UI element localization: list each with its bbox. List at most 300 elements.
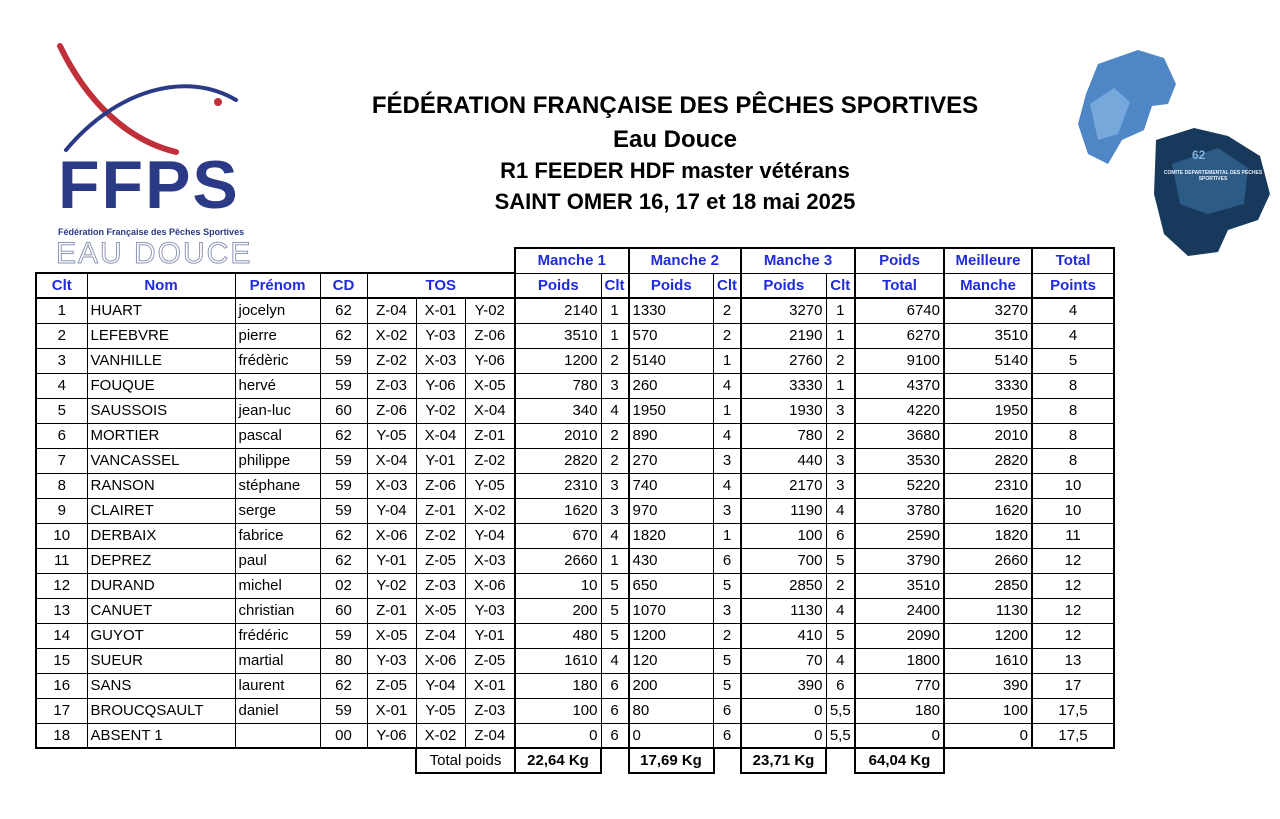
- cell-m3-poids: 3330: [741, 373, 826, 398]
- cell-cd: 62: [320, 523, 367, 548]
- cell-m1-clt: 6: [601, 723, 629, 748]
- cell-clt: 15: [36, 648, 87, 673]
- cell-m2-clt: 4: [714, 473, 742, 498]
- cell-poids-total: 3510: [855, 573, 944, 598]
- cell-m1-poids: 2310: [515, 473, 601, 498]
- cell-m2-clt: 5: [714, 573, 742, 598]
- cell-nom: CANUET: [87, 598, 235, 623]
- cell-clt: 6: [36, 423, 87, 448]
- cell-m2-poids: 1200: [629, 623, 714, 648]
- cell-m3-poids: 390: [741, 673, 826, 698]
- manche-2-header: Manche 2: [629, 248, 742, 273]
- cell-m3-clt: 5,5: [826, 698, 855, 723]
- cell-nom: FOUQUE: [87, 373, 235, 398]
- cell-m2-poids: 0: [629, 723, 714, 748]
- committee-number: 62: [1192, 148, 1206, 162]
- cell-prenom: pierre: [235, 323, 320, 348]
- cell-poids-total: 6740: [855, 298, 944, 323]
- cell-prenom: philippe: [235, 448, 320, 473]
- cell-m3-poids: 700: [741, 548, 826, 573]
- cell-clt: 10: [36, 523, 87, 548]
- cell-m1-clt: 1: [601, 548, 629, 573]
- manche-1-header: Manche 1: [515, 248, 629, 273]
- cell-clt: 18: [36, 723, 87, 748]
- cell-m1-clt: 2: [601, 423, 629, 448]
- cell-tos-3: X-03: [465, 548, 515, 573]
- committee-text: COMITE DEPARTEMENTAL DES PECHES SPORTIVES: [1163, 170, 1263, 182]
- cell-m1-poids: 10: [515, 573, 601, 598]
- cell-cd: 60: [320, 398, 367, 423]
- cell-total-points: 5: [1032, 348, 1114, 373]
- m2-poids-header: Poids: [629, 273, 714, 298]
- cell-m2-clt: 5: [714, 648, 742, 673]
- cell-m1-poids: 2010: [515, 423, 601, 448]
- cell-m3-poids: 3270: [741, 298, 826, 323]
- cell-m1-clt: 4: [601, 648, 629, 673]
- cell-prenom: frédéric: [235, 623, 320, 648]
- cell-m2-poids: 650: [629, 573, 714, 598]
- cell-cd: 62: [320, 548, 367, 573]
- cell-total-points: 17,5: [1032, 723, 1114, 748]
- table-row: [36, 498, 1114, 523]
- cell-nom: SAUSSOIS: [87, 398, 235, 423]
- cell-m2-clt: 3: [714, 598, 742, 623]
- cell-nom: VANCASSEL: [87, 448, 235, 473]
- cell-m3-clt: 1: [826, 323, 855, 348]
- cell-meilleure-manche: 2310: [944, 473, 1032, 498]
- cell-clt: 17: [36, 698, 87, 723]
- m2-clt-header: Clt: [714, 273, 742, 298]
- cell-tos-1: Z-02: [367, 348, 416, 373]
- cell-m2-clt: 5: [714, 673, 742, 698]
- cell-meilleure-manche: 2850: [944, 573, 1032, 598]
- cell-m2-poids: 430: [629, 548, 714, 573]
- cell-tos-3: Y-04: [465, 523, 515, 548]
- cell-clt: 14: [36, 623, 87, 648]
- cell-tos-2: Z-04: [416, 623, 465, 648]
- m3-poids-header: Poids: [741, 273, 826, 298]
- cell-m1-clt: 3: [601, 498, 629, 523]
- cell-m3-clt: 4: [826, 598, 855, 623]
- cell-total-points: 11: [1032, 523, 1114, 548]
- cell-m3-poids: 100: [741, 523, 826, 548]
- cell-prenom: christian: [235, 598, 320, 623]
- cell-poids-total: 9100: [855, 348, 944, 373]
- discipline-title: Eau Douce: [612, 126, 738, 153]
- cell-tos-3: Z-03: [465, 698, 515, 723]
- footer-spacer-end: [944, 748, 1114, 773]
- cell-tos-3: X-06: [465, 573, 515, 598]
- cell-m2-poids: 5140: [629, 348, 714, 373]
- cell-m3-poids: 440: [741, 448, 826, 473]
- cell-cd: 59: [320, 448, 367, 473]
- table-row: [36, 548, 1114, 573]
- department-map-icon: [1068, 44, 1272, 262]
- cell-m1-clt: 5: [601, 623, 629, 648]
- cell-tos-2: Z-01: [416, 498, 465, 523]
- cell-meilleure-manche: 2010: [944, 423, 1032, 448]
- totals-row: [36, 748, 1114, 773]
- footer-gap-2: [714, 748, 742, 773]
- cell-tos-3: Y-02: [465, 298, 515, 323]
- cell-total-points: 10: [1032, 498, 1114, 523]
- cell-tos-1: Y-01: [367, 548, 416, 573]
- cell-m3-clt: 3: [826, 448, 855, 473]
- cell-m2-clt: 1: [714, 348, 742, 373]
- total-all: 64,04 Kg: [855, 748, 944, 773]
- document-header: [300, 88, 1050, 217]
- meilleure-manche-header: Manche: [944, 273, 1032, 298]
- clt-header: Clt: [36, 273, 87, 298]
- cell-nom: SANS: [87, 673, 235, 698]
- cell-m1-clt: 3: [601, 373, 629, 398]
- cell-tos-3: X-02: [465, 498, 515, 523]
- cell-tos-2: Z-02: [416, 523, 465, 548]
- cell-tos-3: X-04: [465, 398, 515, 423]
- m1-poids-header: Poids: [515, 273, 601, 298]
- results-body: [36, 248, 1114, 773]
- cell-tos-2: Y-01: [416, 448, 465, 473]
- column-header-row: [36, 273, 1114, 298]
- cell-clt: 13: [36, 598, 87, 623]
- cell-m3-clt: 1: [826, 298, 855, 323]
- cell-poids-total: 4370: [855, 373, 944, 398]
- cell-tos-1: Z-03: [367, 373, 416, 398]
- cell-prenom: [235, 723, 320, 748]
- cell-nom: BROUCQSAULT: [87, 698, 235, 723]
- cell-m3-poids: 0: [741, 698, 826, 723]
- cell-meilleure-manche: 3510: [944, 323, 1032, 348]
- cell-m3-poids: 1930: [741, 398, 826, 423]
- cell-cd: 59: [320, 498, 367, 523]
- cell-meilleure-manche: 100: [944, 698, 1032, 723]
- fishing-line-icon: [56, 40, 256, 160]
- cell-m1-poids: 180: [515, 673, 601, 698]
- cell-m2-poids: 890: [629, 423, 714, 448]
- cell-prenom: martial: [235, 648, 320, 673]
- cell-prenom: laurent: [235, 673, 320, 698]
- cell-m1-clt: 1: [601, 298, 629, 323]
- cell-poids-total: 3790: [855, 548, 944, 573]
- cell-clt: 12: [36, 573, 87, 598]
- cell-m1-clt: 2: [601, 348, 629, 373]
- cell-poids-total: 3780: [855, 498, 944, 523]
- cell-m3-poids: 70: [741, 648, 826, 673]
- cell-total-points: 12: [1032, 548, 1114, 573]
- cell-total-points: 8: [1032, 373, 1114, 398]
- cell-cd: 59: [320, 473, 367, 498]
- cell-m3-clt: 1: [826, 373, 855, 398]
- cell-tos-1: Y-06: [367, 723, 416, 748]
- cell-clt: 9: [36, 498, 87, 523]
- cell-meilleure-manche: 1200: [944, 623, 1032, 648]
- cell-m1-clt: 5: [601, 573, 629, 598]
- cell-tos-3: Z-05: [465, 648, 515, 673]
- event-title: R1 FEEDER HDF master vétérans: [500, 158, 850, 183]
- cell-m1-poids: 2820: [515, 448, 601, 473]
- table-row: [36, 673, 1114, 698]
- cell-tos-1: Y-05: [367, 423, 416, 448]
- cell-m2-clt: 6: [714, 723, 742, 748]
- cell-m1-poids: 2140: [515, 298, 601, 323]
- cell-m1-clt: 4: [601, 523, 629, 548]
- table-row: [36, 373, 1114, 398]
- cell-prenom: jocelyn: [235, 298, 320, 323]
- prenom-header: Prénom: [235, 273, 320, 298]
- cell-meilleure-manche: 3270: [944, 298, 1032, 323]
- table-row: [36, 723, 1114, 748]
- total-poids-label: Total poids: [416, 748, 515, 773]
- cell-meilleure-manche: 2820: [944, 448, 1032, 473]
- cell-m1-clt: 2: [601, 448, 629, 473]
- cell-prenom: michel: [235, 573, 320, 598]
- cell-m3-poids: 780: [741, 423, 826, 448]
- cell-cd: 02: [320, 573, 367, 598]
- cell-m2-clt: 4: [714, 373, 742, 398]
- cell-tos-2: Z-06: [416, 473, 465, 498]
- cell-m2-clt: 3: [714, 498, 742, 523]
- cell-tos-3: Y-03: [465, 598, 515, 623]
- cell-cd: 59: [320, 373, 367, 398]
- cell-clt: 3: [36, 348, 87, 373]
- table-row: [36, 448, 1114, 473]
- cell-meilleure-manche: 1610: [944, 648, 1032, 673]
- cell-m2-clt: 1: [714, 398, 742, 423]
- tos-header: TOS: [367, 273, 515, 298]
- cell-tos-1: Z-05: [367, 673, 416, 698]
- cell-m2-clt: 6: [714, 548, 742, 573]
- cell-tos-1: Y-02: [367, 573, 416, 598]
- cell-poids-total: 180: [855, 698, 944, 723]
- cell-poids-total: 5220: [855, 473, 944, 498]
- poids-total-header-top: Poids: [855, 248, 944, 273]
- table-row: [36, 648, 1114, 673]
- cell-m3-poids: 2170: [741, 473, 826, 498]
- cell-tos-2: X-04: [416, 423, 465, 448]
- cell-m3-clt: 5: [826, 623, 855, 648]
- cell-meilleure-manche: 0: [944, 723, 1032, 748]
- cell-m2-poids: 740: [629, 473, 714, 498]
- cell-poids-total: 3680: [855, 423, 944, 448]
- total-m1: 22,64 Kg: [515, 748, 601, 773]
- cell-poids-total: 3530: [855, 448, 944, 473]
- cell-tos-2: X-01: [416, 298, 465, 323]
- cell-tos-2: Z-03: [416, 573, 465, 598]
- cell-total-points: 4: [1032, 298, 1114, 323]
- cell-meilleure-manche: 3330: [944, 373, 1032, 398]
- cell-total-points: 12: [1032, 573, 1114, 598]
- committee-62-logo: [1068, 44, 1272, 262]
- cell-m2-poids: 970: [629, 498, 714, 523]
- cell-nom: CLAIRET: [87, 498, 235, 523]
- cell-cd: 62: [320, 323, 367, 348]
- cell-clt: 2: [36, 323, 87, 348]
- cell-meilleure-manche: 1130: [944, 598, 1032, 623]
- cell-total-points: 8: [1032, 423, 1114, 448]
- cell-tos-1: X-04: [367, 448, 416, 473]
- cell-tos-3: Z-01: [465, 423, 515, 448]
- cell-meilleure-manche: 1620: [944, 498, 1032, 523]
- table-row: [36, 698, 1114, 723]
- cell-m3-clt: 5: [826, 548, 855, 573]
- cell-m1-poids: 1610: [515, 648, 601, 673]
- cell-m2-clt: 6: [714, 698, 742, 723]
- cell-m2-clt: 2: [714, 298, 742, 323]
- ffps-subtitle: Fédération Française des Pêches Sportives: [58, 227, 245, 237]
- cell-cd: 62: [320, 423, 367, 448]
- cd-header: CD: [320, 273, 367, 298]
- cell-meilleure-manche: 1950: [944, 398, 1032, 423]
- cell-m1-clt: 6: [601, 698, 629, 723]
- ffps-eau-douce: EAU DOUCE: [56, 237, 253, 270]
- cell-nom: DERBAIX: [87, 523, 235, 548]
- cell-m3-clt: 2: [826, 573, 855, 598]
- cell-m1-poids: 200: [515, 598, 601, 623]
- cell-clt: 8: [36, 473, 87, 498]
- cell-prenom: pascal: [235, 423, 320, 448]
- cell-tos-2: Z-05: [416, 548, 465, 573]
- cell-nom: MORTIER: [87, 423, 235, 448]
- cell-tos-3: Y-01: [465, 623, 515, 648]
- cell-m2-poids: 80: [629, 698, 714, 723]
- cell-poids-total: 2590: [855, 523, 944, 548]
- cell-nom: SUEUR: [87, 648, 235, 673]
- cell-m2-clt: 3: [714, 448, 742, 473]
- m3-clt-header: Clt: [826, 273, 855, 298]
- cell-meilleure-manche: 5140: [944, 348, 1032, 373]
- cell-tos-3: X-01: [465, 673, 515, 698]
- cell-tos-1: Y-04: [367, 498, 416, 523]
- cell-m1-poids: 1620: [515, 498, 601, 523]
- cell-tos-1: Y-03: [367, 648, 416, 673]
- cell-poids-total: 770: [855, 673, 944, 698]
- cell-total-points: 8: [1032, 398, 1114, 423]
- footer-gap-3: [826, 748, 855, 773]
- cell-cd: 59: [320, 348, 367, 373]
- cell-m1-poids: 480: [515, 623, 601, 648]
- cell-tos-1: X-01: [367, 698, 416, 723]
- cell-m1-clt: 3: [601, 473, 629, 498]
- cell-cd: 59: [320, 698, 367, 723]
- cell-nom: DEPREZ: [87, 548, 235, 573]
- cell-poids-total: 4220: [855, 398, 944, 423]
- cell-tos-2: Y-05: [416, 698, 465, 723]
- cell-m3-poids: 1130: [741, 598, 826, 623]
- cell-m3-poids: 1190: [741, 498, 826, 523]
- cell-m2-poids: 1950: [629, 398, 714, 423]
- cell-total-points: 17: [1032, 673, 1114, 698]
- cell-tos-1: X-02: [367, 323, 416, 348]
- cell-cd: 60: [320, 598, 367, 623]
- cell-m2-clt: 1: [714, 523, 742, 548]
- cell-clt: 5: [36, 398, 87, 423]
- cell-nom: DURAND: [87, 573, 235, 598]
- total-m2: 17,69 Kg: [629, 748, 714, 773]
- cell-m1-poids: 0: [515, 723, 601, 748]
- cell-nom: ABSENT 1: [87, 723, 235, 748]
- cell-tos-3: Z-04: [465, 723, 515, 748]
- cell-tos-1: Z-01: [367, 598, 416, 623]
- cell-m1-poids: 1200: [515, 348, 601, 373]
- cell-m1-clt: 6: [601, 673, 629, 698]
- cell-clt: 1: [36, 298, 87, 323]
- cell-tos-2: Y-02: [416, 398, 465, 423]
- cell-prenom: jean-luc: [235, 398, 320, 423]
- total-points-header: Points: [1032, 273, 1114, 298]
- cell-m2-poids: 260: [629, 373, 714, 398]
- m1-clt-header: Clt: [601, 273, 629, 298]
- cell-prenom: fabrice: [235, 523, 320, 548]
- cell-nom: GUYOT: [87, 623, 235, 648]
- cell-m3-poids: 2850: [741, 573, 826, 598]
- table-row: [36, 623, 1114, 648]
- cell-cd: 00: [320, 723, 367, 748]
- cell-tos-2: X-05: [416, 598, 465, 623]
- ffps-letters: FFPS: [58, 147, 240, 223]
- cell-nom: LEFEBVRE: [87, 323, 235, 348]
- cell-tos-3: Z-02: [465, 448, 515, 473]
- cell-clt: 11: [36, 548, 87, 573]
- cell-m3-clt: 6: [826, 673, 855, 698]
- cell-meilleure-manche: 390: [944, 673, 1032, 698]
- footer-gap-1: [601, 748, 629, 773]
- cell-meilleure-manche: 2660: [944, 548, 1032, 573]
- cell-tos-2: X-03: [416, 348, 465, 373]
- nom-header: Nom: [87, 273, 235, 298]
- cell-prenom: serge: [235, 498, 320, 523]
- cell-m1-poids: 340: [515, 398, 601, 423]
- cell-tos-1: X-06: [367, 523, 416, 548]
- table-row: [36, 348, 1114, 373]
- cell-total-points: 4: [1032, 323, 1114, 348]
- cell-m2-poids: 270: [629, 448, 714, 473]
- ffps-logo: [56, 40, 256, 270]
- cell-tos-2: X-06: [416, 648, 465, 673]
- cell-nom: RANSON: [87, 473, 235, 498]
- cell-prenom: frédèric: [235, 348, 320, 373]
- meilleure-manche-header-top: Meilleure: [944, 248, 1032, 273]
- cell-m3-clt: 5,5: [826, 723, 855, 748]
- cell-m1-clt: 1: [601, 323, 629, 348]
- cell-poids-total: 2400: [855, 598, 944, 623]
- cell-tos-2: Y-03: [416, 323, 465, 348]
- table-row: [36, 298, 1114, 323]
- cell-m3-poids: 0: [741, 723, 826, 748]
- cell-m2-clt: 2: [714, 323, 742, 348]
- total-points-header-top: Total: [1032, 248, 1114, 273]
- cell-m1-poids: 3510: [515, 323, 601, 348]
- table-row: [36, 473, 1114, 498]
- table-row: [36, 323, 1114, 348]
- cell-nom: HUART: [87, 298, 235, 323]
- group-header-row: [36, 248, 1114, 273]
- cell-m1-poids: 2660: [515, 548, 601, 573]
- cell-tos-1: X-03: [367, 473, 416, 498]
- footer-spacer: [36, 748, 416, 773]
- cell-m1-clt: 5: [601, 598, 629, 623]
- cell-m2-poids: 120: [629, 648, 714, 673]
- cell-m3-clt: 2: [826, 423, 855, 448]
- manche-3-header: Manche 3: [741, 248, 855, 273]
- cell-poids-total: 1800: [855, 648, 944, 673]
- cell-total-points: 17,5: [1032, 698, 1114, 723]
- cell-m3-clt: 4: [826, 648, 855, 673]
- cell-cd: 62: [320, 673, 367, 698]
- cell-tos-2: X-02: [416, 723, 465, 748]
- cell-tos-3: Y-06: [465, 348, 515, 373]
- cell-m3-clt: 2: [826, 348, 855, 373]
- cell-total-points: 10: [1032, 473, 1114, 498]
